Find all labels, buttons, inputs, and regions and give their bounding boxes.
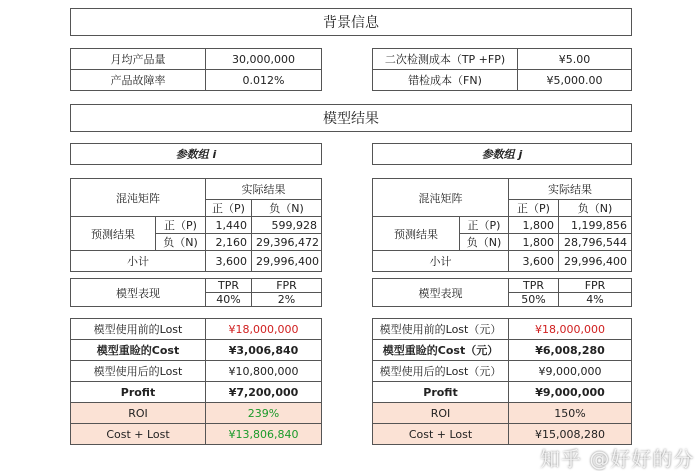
cost-lost: ¥15,008,280 — [509, 424, 632, 445]
profit: ¥9,000,000 — [509, 382, 632, 403]
results-title: 模型结果 — [71, 105, 632, 132]
background-header — [70, 8, 632, 36]
cost-label: 模型重睑的Cost — [71, 340, 206, 361]
pred-neg: 负（N) — [156, 234, 206, 251]
recheck-cost-label: 二次检测成本（TP +FP) — [373, 49, 518, 70]
results-header — [70, 104, 632, 132]
group-0-performance — [70, 278, 322, 307]
fp-value: 1,199,856 — [559, 217, 632, 234]
fpr-label: FPR — [559, 279, 632, 293]
perf-label: 模型表现 — [373, 279, 509, 307]
profit-label: Profit — [373, 382, 509, 403]
fpr-label: FPR — [252, 279, 322, 293]
lost-before-label: 模型使用前的Lost（元） — [373, 319, 509, 340]
fp-value: 599,928 — [252, 217, 322, 234]
fpr-value: 4% — [559, 293, 632, 307]
roi-label: ROI — [71, 403, 206, 424]
fpr-value: 2% — [252, 293, 322, 307]
miss-cost-label: 错检成本（FN) — [373, 70, 518, 91]
tpr-value: 50% — [509, 293, 559, 307]
group-1-financials — [372, 318, 632, 445]
cost: ¥6,008,280 — [509, 340, 632, 361]
tpr-label: TPR — [206, 279, 252, 293]
recheck-cost: ¥5.00 — [518, 49, 632, 70]
group-1-performance — [372, 278, 632, 307]
tn-value: 28,796,544 — [559, 234, 632, 251]
fault-rate-label: 产品故障率 — [71, 70, 206, 91]
cost: ¥3,006,840 — [206, 340, 322, 361]
pred-pos: 正（P) — [460, 217, 509, 234]
cost-label: 模型重睑的Cost（元） — [373, 340, 509, 361]
tpr-value: 40% — [206, 293, 252, 307]
tpr-label: TPR — [509, 279, 559, 293]
predicted-label: 预测结果 — [71, 217, 156, 251]
group-title: 参数组 i — [71, 144, 322, 165]
sum-n: 29,996,400 — [252, 251, 322, 272]
fn-value: 1,800 — [509, 234, 559, 251]
group-0-financials — [70, 318, 322, 445]
monthly-volume: 30,000,000 — [206, 49, 322, 70]
actual-neg: 负（N) — [559, 200, 632, 217]
background-title: 背景信息 — [71, 9, 632, 36]
roi: 150% — [509, 403, 632, 424]
actual-pos: 正（P) — [206, 200, 252, 217]
cost-lost-label: Cost + Lost — [373, 424, 509, 445]
confusion-label: 混沌矩阵 — [71, 179, 206, 217]
actual-label: 实际结果 — [206, 179, 322, 200]
group-1-title-box — [372, 143, 632, 165]
fault-rate: 0.012% — [206, 70, 322, 91]
lost-before-label: 模型使用前的Lost — [71, 319, 206, 340]
group-0-confusion-matrix — [70, 178, 322, 272]
tn-value: 29,396,472 — [252, 234, 322, 251]
cost-lost: ¥13,806,840 — [206, 424, 322, 445]
tp-value: 1,440 — [206, 217, 252, 234]
roi-label: ROI — [373, 403, 509, 424]
actual-pos: 正（P) — [509, 200, 559, 217]
roi: 239% — [206, 403, 322, 424]
fn-value: 2,160 — [206, 234, 252, 251]
subtotal-label: 小计 — [373, 251, 509, 272]
lost-after-label: 模型使用后的Lost（元） — [373, 361, 509, 382]
perf-label: 模型表现 — [71, 279, 206, 307]
sum-p: 3,600 — [206, 251, 252, 272]
group-0-title-box — [70, 143, 322, 165]
monthly-volume-label: 月均产品量 — [71, 49, 206, 70]
watermark: 知乎 @好好的分 — [540, 447, 695, 471]
lost-after: ¥10,800,000 — [206, 361, 322, 382]
cost-lost-label: Cost + Lost — [71, 424, 206, 445]
pred-neg: 负（N) — [460, 234, 509, 251]
group-title: 参数组 j — [373, 144, 632, 165]
lost-after: ¥9,000,000 — [509, 361, 632, 382]
background-right-table — [372, 48, 632, 91]
lost-after-label: 模型使用后的Lost — [71, 361, 206, 382]
predicted-label: 预测结果 — [373, 217, 460, 251]
profit: ¥7,200,000 — [206, 382, 322, 403]
sum-p: 3,600 — [509, 251, 559, 272]
actual-label: 实际结果 — [509, 179, 632, 200]
confusion-label: 混沌矩阵 — [373, 179, 509, 217]
lost-before: ¥18,000,000 — [509, 319, 632, 340]
subtotal-label: 小计 — [71, 251, 206, 272]
pred-pos: 正（P) — [156, 217, 206, 234]
lost-before: ¥18,000,000 — [206, 319, 322, 340]
actual-neg: 负（N) — [252, 200, 322, 217]
tp-value: 1,800 — [509, 217, 559, 234]
profit-label: Profit — [71, 382, 206, 403]
background-left-table — [70, 48, 322, 91]
miss-cost: ¥5,000.00 — [518, 70, 632, 91]
sum-n: 29,996,400 — [559, 251, 632, 272]
group-1-confusion-matrix — [372, 178, 632, 272]
